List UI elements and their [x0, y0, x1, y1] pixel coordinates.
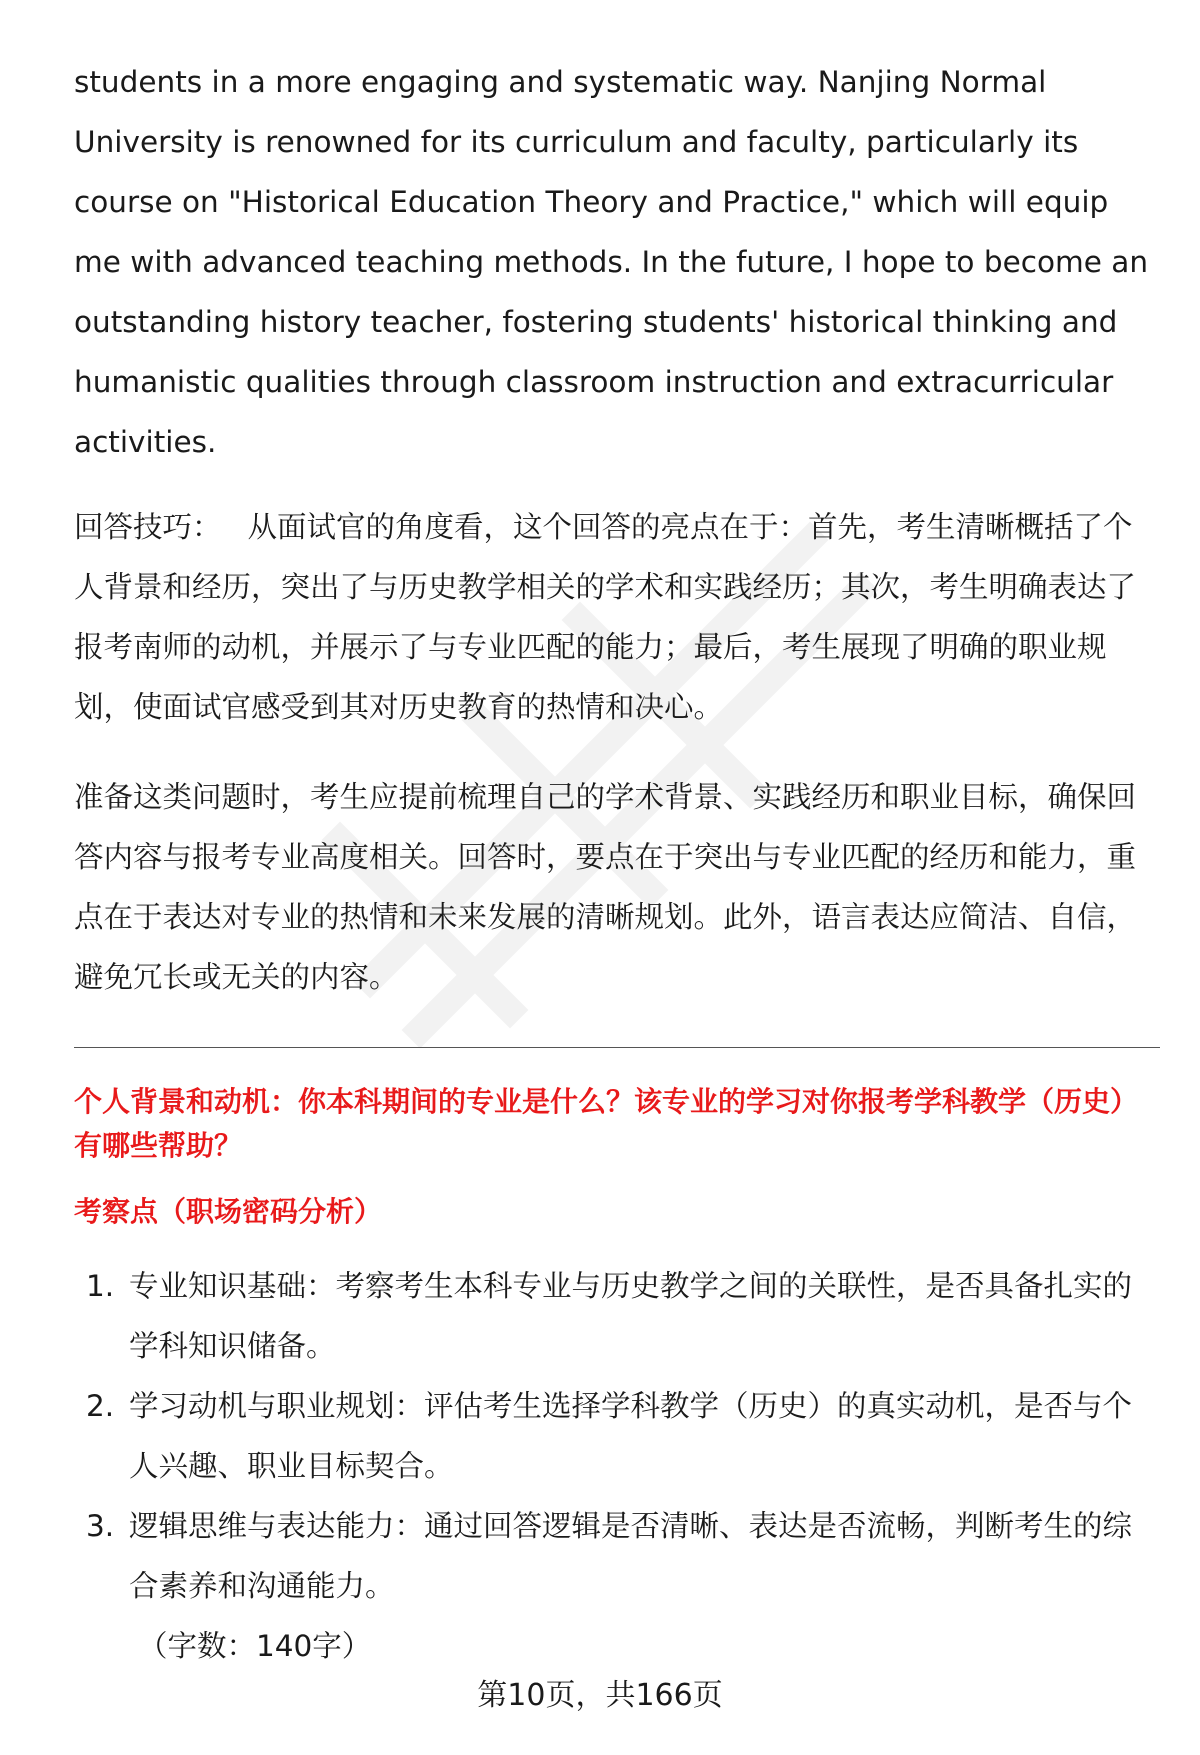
- list-item-text: 专业知识基础：考察考生本科专业与历史教学之间的关联性，是否具备扎实的学科知识储备。: [129, 1269, 1133, 1363]
- list-item-number: 3.: [86, 1509, 115, 1543]
- answer-tips-label: 回答技巧：: [74, 510, 222, 544]
- intro-paragraph: students in a more engaging and systematic way. Nanjing Normal University is renowned for its curriculum and faculty, particularly its course on "Historical Education Theory and Practice," which will equip me with advanced teaching methods. In the future, I hope to become an outstanding history teacher, fostering students' historical thinking and humanistic qualities through classroom instruction and extracurricular activities.: [74, 65, 1149, 459]
- examination-points-list: [74, 1256, 1159, 1616]
- page-content: [74, 52, 1159, 1676]
- list-item-text: 学习动机与职业规划：评估考生选择学科教学（历史）的真实动机，是否与个人兴趣、职业目标契合。: [129, 1389, 1133, 1483]
- list-item-number: 2.: [86, 1389, 115, 1423]
- list-item: [74, 1256, 1159, 1376]
- question-heading: 个人背景和动机：你本科期间的专业是什么？该专业的学习对你报考学科教学（历史）有哪些帮助？: [74, 1085, 1139, 1162]
- list-item-text: 逻辑思维与表达能力：通过回答逻辑是否清晰、表达是否流畅，判断考生的综合素养和沟通能力。: [129, 1509, 1133, 1603]
- preparation-paragraph: 准备这类问题时，考生应提前梳理自己的学术背景、实践经历和职业目标，确保回答内容与报考专业高度相关。回答时，要点在于突出与专业匹配的经历和能力，重点在于表达对专业的热情和未来发展的清晰规划。此外，语言表达应简洁、自信，避免冗长或无关的内容。: [74, 780, 1137, 994]
- list-item: [74, 1376, 1159, 1496]
- section-divider: [74, 1047, 1160, 1048]
- word-count: （字数：140字）: [138, 1629, 372, 1663]
- examination-points-title: 考察点（职场密码分析）: [74, 1195, 383, 1228]
- list-item: [74, 1496, 1159, 1616]
- answer-tips-text: 从面试官的角度看，这个回答的亮点在于：首先，考生清晰概括了个人背景和经历，突出了与历史教学相关的学术和实践经历；其次，考生明确表达了报考南师的动机，并展示了与专业匹配的能力；最后，考生展现了明确的职业规划，使面试官感受到其对历史教育的热情和决心。: [74, 510, 1137, 724]
- list-item-number: 1.: [86, 1269, 115, 1303]
- page-number-footer: 第10页，共166页: [477, 1678, 723, 1713]
- answer-tips-paragraph: [74, 497, 1159, 737]
